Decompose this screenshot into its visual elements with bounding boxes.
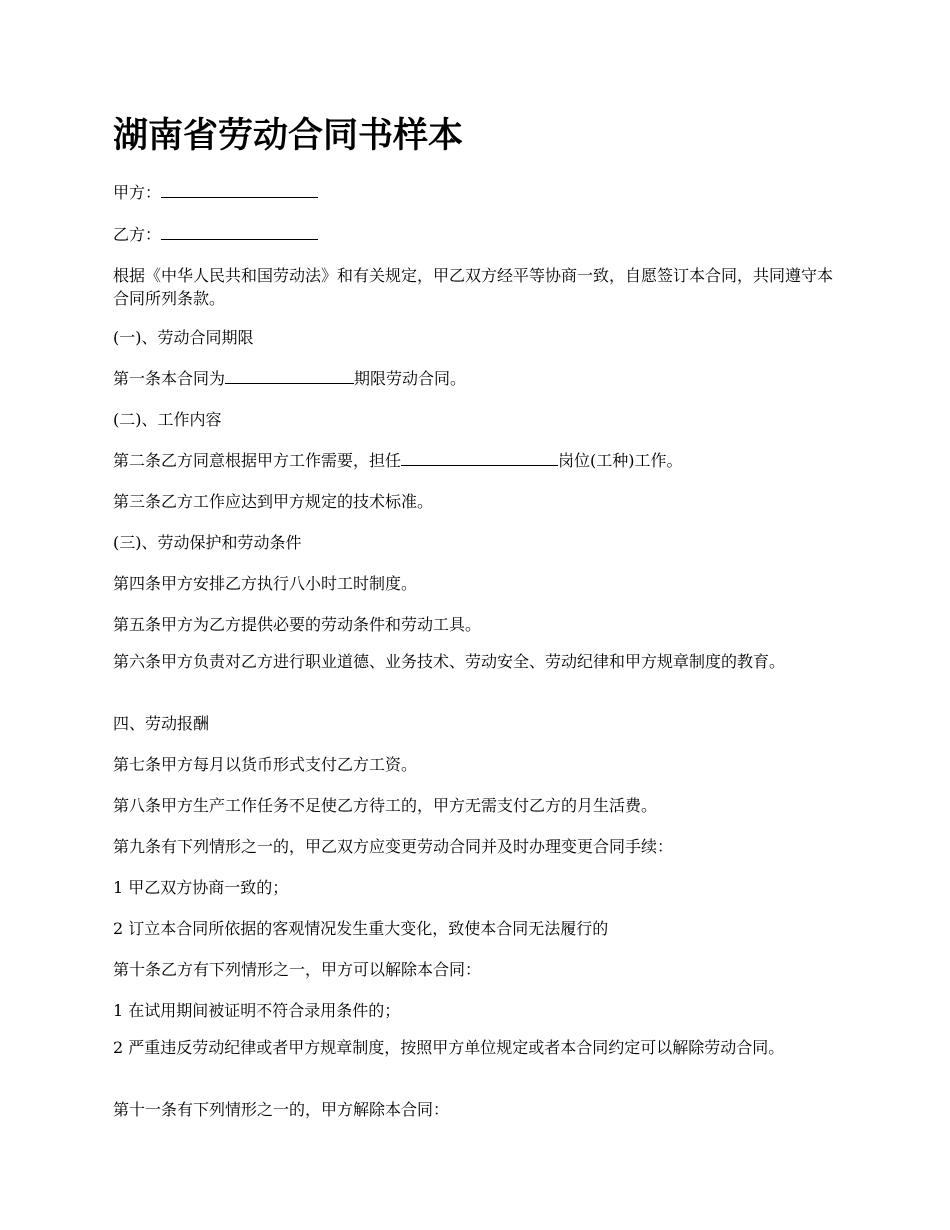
article-10-item-1: 1 在试用期间被证明不符合录用条件的； bbox=[113, 1001, 401, 1020]
party-a-line bbox=[113, 181, 843, 204]
document-title: 湖南省劳动合同书样本 bbox=[113, 116, 464, 156]
party-a-blank bbox=[161, 182, 318, 198]
article-7: 第七条甲方每月以货币形式支付乙方工资。 bbox=[113, 755, 418, 774]
article-2-prefix: 第二条乙方同意根据甲方工作需要，担任 bbox=[113, 451, 402, 470]
article-10: 第十条乙方有下列情形之一，甲方可以解除本合同： bbox=[113, 960, 482, 979]
article-9: 第九条有下列情形之一的，甲乙双方应变更劳动合同并及时办理变更合同手续： bbox=[113, 837, 674, 856]
section-heading-1: (一)、劳动合同期限 bbox=[113, 328, 254, 347]
article-1-suffix: 期限劳动合同。 bbox=[354, 369, 467, 388]
article-3: 第三条乙方工作应达到甲方规定的技术标准。 bbox=[113, 492, 434, 511]
article-9-item-2: 2 订立本合同所依据的客观情况发生重大变化，致使本合同无法履行的 bbox=[113, 919, 609, 938]
section-heading-3: (三)、劳动保护和劳动条件 bbox=[113, 533, 302, 552]
article-2 bbox=[113, 449, 843, 472]
intro-paragraph: 根据《中华人民共和国劳动法》和有关规定，甲乙双方经平等协商一致，自愿签订本合同，共同遵守本合同所列条款。 bbox=[113, 266, 834, 308]
party-b-label: 乙方： bbox=[113, 225, 162, 244]
contract-term-blank bbox=[225, 368, 354, 384]
article-9-item-1: 1 甲乙双方协商一致的； bbox=[113, 878, 289, 897]
article-5: 第五条甲方为乙方提供必要的劳动条件和劳动工具。 bbox=[113, 615, 482, 634]
party-b-line bbox=[113, 223, 843, 246]
article-2-suffix: 岗位(工种)工作。 bbox=[558, 451, 683, 470]
party-b-blank bbox=[161, 224, 318, 240]
article-6: 第六条甲方负责对乙方进行职业道德、业务技术、劳动安全、劳动纪律和甲方规章制度的教育。 bbox=[113, 652, 786, 671]
section-heading-2: (二)、工作内容 bbox=[113, 410, 222, 429]
party-a-label: 甲方： bbox=[113, 183, 162, 202]
article-10-item-2: 2 严重违反劳动纪律或者甲方规章制度，按照甲方单位规定或者本合同约定可以解除劳动合同。 bbox=[113, 1038, 785, 1057]
article-11: 第十一条有下列情形之一的，甲方解除本合同： bbox=[113, 1100, 450, 1119]
article-4: 第四条甲方安排乙方执行八小时工时制度。 bbox=[113, 574, 418, 593]
article-8: 第八条甲方生产工作任务不足使乙方待工的，甲方无需支付乙方的月生活费。 bbox=[113, 796, 658, 815]
article-1 bbox=[113, 367, 843, 390]
article-1-prefix: 第一条本合同为 bbox=[113, 369, 226, 388]
position-blank bbox=[401, 450, 558, 466]
section-heading-4: 四、劳动报酬 bbox=[113, 714, 210, 733]
